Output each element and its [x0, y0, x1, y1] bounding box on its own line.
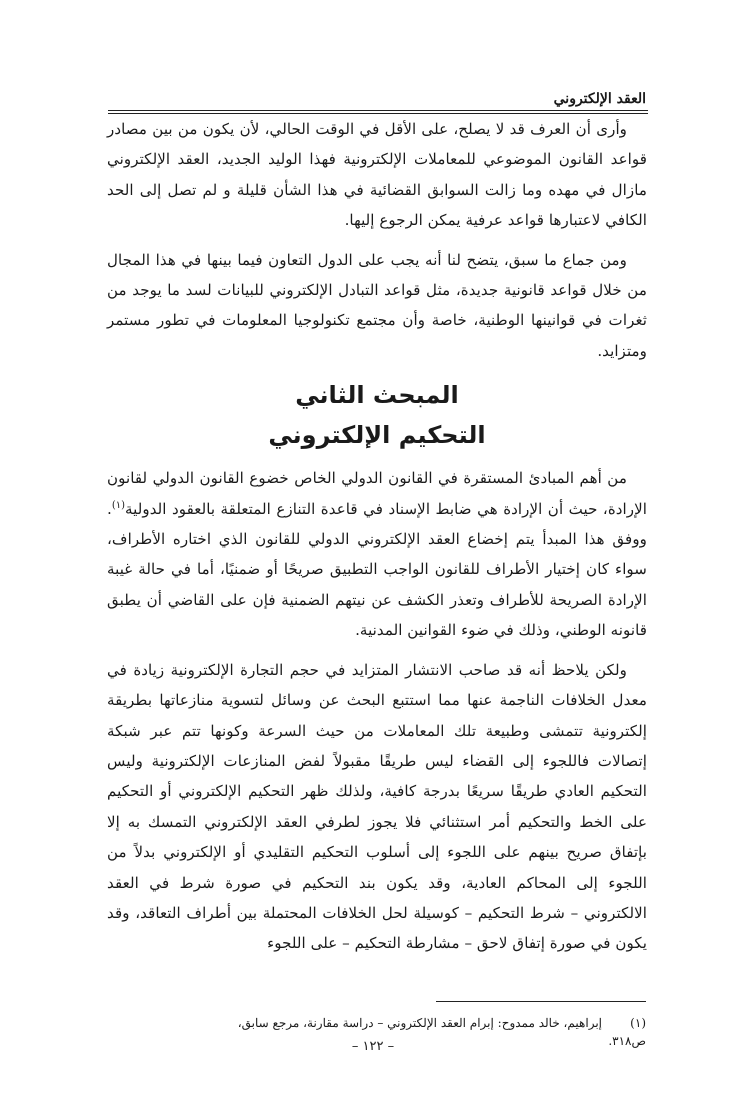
footnote-text: إبراهيم، خالد ممدوح: إبرام العقد الإلكتروني – دراسة مقارنة، مرجع سابق، ص٣١٨. — [237, 1016, 646, 1048]
running-header: العقد الإلكتروني — [553, 91, 646, 107]
section-title-group — [107, 375, 647, 455]
section-heading: المبحث الثاني — [295, 381, 459, 410]
footnote-reference[interactable]: (١) — [111, 499, 126, 511]
main-text — [107, 114, 647, 968]
paragraph-principles-text: من أهم المبادئ المستقرة في القانون الدولي الخاص خضوع القانون الدولي لقانون الإرادة، حيث أن الإرادة هي ضابط الإسناد في قاعدة التنازع المتعلقة بالعقود الدولية — [107, 469, 647, 518]
footnote-separator — [436, 1001, 646, 1002]
paragraph-custom: وأرى أن العرف قد لا يصلح، على الأقل في الوقت الحالي، لأن يكون من بين مصادر قواعد القانون الموضوعي للمعاملات الإلكترونية فهذا الوليد الجديد، العقد الإلكتروني مازال في مهده وما زالت السوابق القضائية في هذا الشأن قليلة و لم تصل إلى الحد الكافي لاعتبارها قواعد عرفية يمكن الرجوع إليها. — [107, 120, 647, 230]
paragraph-principles-continuation: . ووفق هذا المبدأ يتم إخضاع العقد الإلكتروني الدولي للقانون الذي اختاره الأطراف، سواء كان إختيار الأطراف للقانون الواجب التطبيق صريحًا أو ضمنيًا، أما في حالة غيبة الإرادة الصريحة للأطراف وتعذر الكشف عن نيتهم الضمنية فإن على القاضي أن يطبق قانونه الوطني، وذلك في ضوء القوانين المدنية. — [107, 499, 647, 640]
page-number: – ١٢٢ – — [351, 1039, 395, 1054]
paragraph-electronic-arbitration: ولكن يلاحظ أنه قد صاحب الانتشار المتزايد في حجم التجارة الإلكترونية زيادة في معدل الخلافات الناجمة عنها مما استتبع البحث عن وسائل لتسوية منازعاتها بطريقة إلكترونية تتمشى وطبيعة تلك المعاملات من حيث السرعة وكونها تتم عبر شبكة إتصالات فاللجوء إلى القضاء ليس طريقًا مقبولاً لفض المنازعات الإلكترونية وليس التحكيم العادي طريقًا سريعًا بدرجة كافية، ولذلك ظهر التحكيم الإلكتروني أو التحكيم على الخط والتحكيم أمر استثنائي فلا يجوز لطرفي العقد الإلكتروني التمسك به إلا بإتفاق صريح بينهم على اللجوء إلى أسلوب التحكيم التقليدي أو الإلكتروني بدلاً من اللجوء إلى المحاكم العادية، وقد يكون بند التحكيم في صورة شرط في العقد الالكتروني – شرط التحكيم – كوسيلة لحل الخلافات المحتملة بين أطراف التعاقد، وقد يكون في صورة إتفاق لاحق – مشارطة التحكيم – على اللجوء — [107, 660, 647, 953]
section-subheading: التحكيم الإلكتروني — [268, 421, 486, 450]
paragraph-principles — [107, 463, 647, 645]
header-rule-top — [108, 110, 648, 111]
footnote-number: (١) — [630, 1016, 646, 1030]
paragraph-cooperation: ومن جماع ما سبق، يتضح لنا أنه يجب على الدول التعاون فيما بينها في هذا المجال من خلال قواعد قانونية جديدة، مثل قواعد التبادل الإلكتروني للبيانات لسد ما يوجد من ثغرات في قوانينها الوطنية، خاصة وأن مجتمع تكنولوجيا المعلومات في تطور مستمر ومتزايد. — [107, 250, 647, 360]
